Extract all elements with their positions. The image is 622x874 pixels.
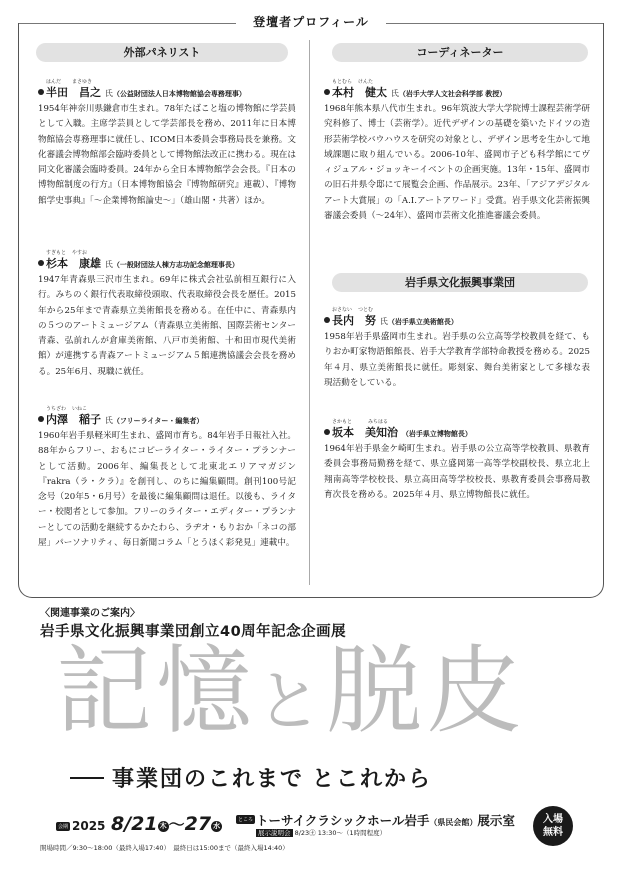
bullet-icon	[324, 429, 330, 435]
related-events-label: 〈関連事業のご案内〉	[40, 608, 140, 619]
venue-room: 展示室	[477, 813, 515, 828]
ruby-family: さかもと	[332, 419, 353, 425]
affiliation: （岩手県立美術館長）	[387, 317, 458, 326]
bullet-icon	[38, 416, 44, 422]
profile-uchisawa	[38, 405, 296, 551]
date-tag: 会期	[58, 824, 69, 830]
honorific: 氏	[379, 317, 388, 326]
title-molt: 脱皮	[326, 635, 526, 747]
affiliation: （岩手県立博物館長）	[401, 429, 472, 438]
exhibition-dates	[72, 812, 222, 835]
person-name: 本村 健太	[332, 86, 387, 99]
ruby-family: すぎもと	[46, 250, 67, 256]
person-bio: 1958年岩手県盛岡市生まれ。岩手県の公立高等学校教員を経て、もりおか町家物語館館長、岩手大学教育学部特命教授を務める。2025年４月、県立美術館長に就任。彫刻家、舞台美術家として多様な表現活動をしている。	[324, 332, 590, 388]
end-date: 27	[184, 813, 212, 835]
person-name: 半田 昌之	[46, 86, 101, 99]
section-coordinator: コーディネーター	[332, 43, 588, 62]
venue	[256, 811, 515, 829]
exhibition-subtitle: 岩手県文化振興事業団創立40周年記念企画展	[40, 624, 347, 640]
date-tilde: 〜	[168, 815, 185, 834]
honorific: 氏	[104, 89, 113, 98]
ruby-given: いねこ	[72, 406, 88, 412]
ruby-family: おさない	[332, 307, 353, 313]
end-weekday-badge: 水	[213, 822, 221, 830]
honorific: 氏	[390, 89, 399, 98]
ruby-given: つとむ	[358, 307, 374, 313]
briefing-label: 展示説明会	[258, 829, 291, 837]
person-bio: 1954年神奈川県鎌倉市生まれ。78年たばこと塩の博物館に学芸員として入職。主席学芸員として学芸部長を務め、2011年に日本博物館協会専務理事に就任し、ICOM日本委員会事務局長を兼務。文化審議会博物館部会臨時委員として博物館法改正に携わる。現在は同文化審議会臨時委員。24年から全日本博物館学会会長。『日本の博物館制度の行方』（日本博物館協会『博物館研究』連載）、『博物館学史事典』「〜企業博物館論史〜」（雄山閣・共著）ほか。	[38, 104, 296, 206]
venue-note: （県民会館）	[429, 818, 478, 827]
section-foundation: 岩手県文化振興事業団	[332, 273, 588, 292]
dash-rule	[70, 777, 104, 779]
title-memory: 記憶	[56, 635, 256, 747]
title-to: と	[256, 663, 326, 740]
person-bio: 1964年岩手県金ケ崎町生まれ。岩手県の公立高等学校教員、県教育委員会事務局勤務を経て、県立盛岡第一高等学校副校長、県立北上翔南高等学校校長、県立高田高等学校校長、県教育委員会事務局教育次長を務める。2025年４月、県立博物館長に就任。	[324, 444, 590, 500]
bullet-icon	[324, 89, 330, 95]
profile-motomura	[324, 78, 590, 224]
person-bio: 1960年岩手県軽米町生まれ、盛岡市育ち。84年岩手日報社入社。88年からフリー、おもにコピーライター・ライター・プランナーとして活動。2006年、編集長として北東北エリアマガジン『rakra（ラ・クラ）』を創刊し、のちに編集顧問。創刊100号記念号（20年5・6月号）を最後に編集顧問は退任。以後も、ライター・校閲者として参加。フリーのライター・エディター・プランナーとしての活動を継続するかたわら、ラヂオ・もりおか「ネコの部屋」パーソナリティ、毎日新聞コラム「とうほく彩発見」連載中。	[38, 431, 296, 549]
start-weekday-badge: 木	[159, 822, 167, 830]
venue-tag: ところ	[238, 817, 254, 823]
affiliation: （公益財団法人日本博物館協会専務理事）	[112, 89, 246, 98]
ruby-family: もとむら	[332, 79, 353, 85]
ruby-given: やすお	[72, 250, 88, 256]
exhibition-tagline	[70, 762, 432, 793]
exhibition-title	[56, 636, 526, 757]
venue-name: トーサイクラシックホール岩手	[256, 813, 430, 828]
free-admission-badge	[533, 806, 573, 846]
tagline-part-2: とこれから	[312, 767, 433, 792]
opening-hours: 開場時間／9:30〜18:00（最終入場17:40） 最終日は15:00まで（最終入場14:40）	[40, 844, 289, 852]
tagline-part-1: 事業団のこれまで	[112, 767, 305, 792]
briefing-time: 8/23㊏ 13:30〜（1時間程度）	[294, 829, 387, 837]
free-line-2: 無料	[543, 827, 563, 838]
profile-sakamoto	[324, 418, 590, 503]
affiliation: （一般財団法人棟方志功記念館理事長）	[112, 260, 239, 269]
ruby-family: うちざわ	[46, 406, 67, 412]
ruby-given: みちはる	[368, 419, 389, 425]
affiliation: （フリーライター・編集者）	[112, 416, 204, 425]
honorific: 氏	[104, 260, 113, 269]
person-bio: 1968年熊本県八代市生まれ。96年筑波大学大学院博士課程芸術学研究科修了、博士（芸術学）。近代デザインの基礎を築いたドイツの造形芸術学校バウハウスを研究の対象とし、デザイン思考を生かして地域課題に取り組んでいる。2006-10年、盛岡市子ども科学館にてヴィジュアル・ジョッキーイベントの企画実施。13年・15年、盛岡市の旧石井県令邸にて展覧会企画、作品展示。23年、「アジアデジタルアート大賞展」の「A.I.アートアワード」受賞。岩手県文化芸術振興審議会委員（〜24年）、盛岡市芸術文化推進審議会委員。	[324, 104, 590, 222]
person-name: 坂本 美知治	[332, 426, 398, 439]
profile-handa	[38, 78, 296, 209]
section-panelists: 外部パネリスト	[36, 43, 288, 62]
free-line-1: 入場	[543, 814, 563, 825]
profile-sugimoto	[38, 249, 296, 380]
person-name: 杉本 康雄	[46, 257, 101, 270]
bullet-icon	[38, 260, 44, 266]
person-name: 長内 努	[332, 314, 376, 327]
honorific: 氏	[104, 416, 113, 425]
bullet-icon	[324, 317, 330, 323]
person-bio: 1947年青森県三沢市生まれ。69年に株式会社弘前相互銀行に入行。みちのく銀行代表取締役頭取、代表取締役会長を歴任。2015年から25年まで青森県立美術館長を務める。在任中に、青森県内の５つのアートミュージアム（青森県立美術館、国際芸術センター青森、弘前れんが倉庫美術館、八戸市美術館、十和田市現代美術館）が連携する青森アートミュージアム５館連携協議会会長を務める。25年6月、現職に就任。	[38, 275, 296, 377]
column-divider	[309, 40, 310, 585]
ruby-family: はんだ	[46, 79, 62, 85]
ruby-given: けんた	[358, 79, 374, 85]
person-name: 内澤 稲子	[46, 413, 101, 426]
profile-osanai	[324, 306, 590, 391]
year: 2025	[72, 819, 106, 833]
bullet-icon	[38, 89, 44, 95]
briefing-info	[256, 828, 386, 837]
start-date: 8/21	[110, 813, 158, 835]
affiliation: （岩手大学人文社会科学部 教授）	[398, 89, 507, 98]
page-title: 登壇者プロフィール	[253, 15, 369, 29]
ruby-given: まさゆき	[72, 79, 93, 85]
